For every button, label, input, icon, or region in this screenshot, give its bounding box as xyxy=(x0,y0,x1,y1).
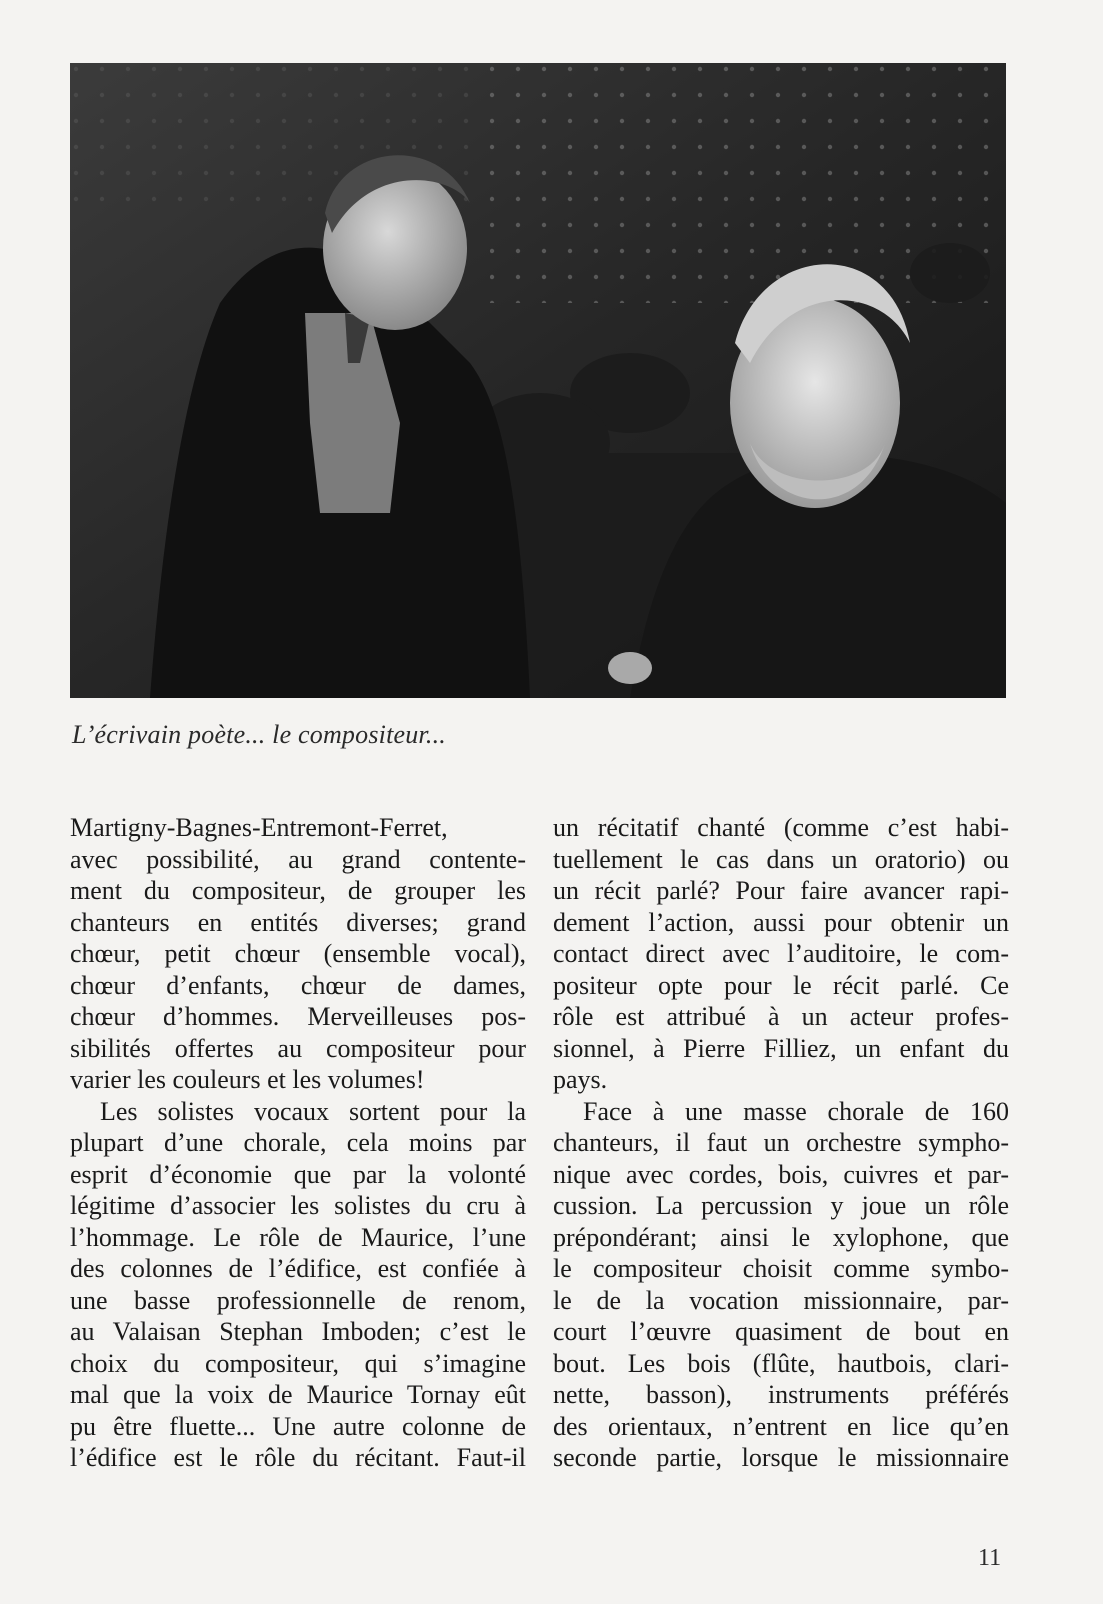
photo-illustration xyxy=(70,63,1006,698)
text-line: pu être fluette... Une autre colonne de xyxy=(70,1411,526,1441)
text-line: chanteurs, il faut un orchestre sympho- xyxy=(553,1128,1009,1157)
text-line: nette, basson), instruments préférés xyxy=(553,1380,1009,1409)
text-column-left xyxy=(70,812,526,1474)
text-line: l’hommage. Le rôle de Maurice, l’une xyxy=(70,1222,526,1252)
photograph xyxy=(70,63,1006,698)
text-line: avec possibilité, au grand contente- xyxy=(70,844,526,874)
text-line: Face à une masse chorale de 160 xyxy=(583,1096,1009,1126)
text-line: un récit parlé? Pour faire avancer rapi- xyxy=(553,876,1009,905)
text-line: mal que la voix de Maurice Tornay eût xyxy=(70,1380,526,1409)
text-line: esprit d’économie que par la volonté xyxy=(70,1159,526,1189)
text-line: sionnel, à Pierre Filliez, un enfant du xyxy=(553,1033,1009,1063)
text-line: cussion. La percussion y joue un rôle xyxy=(553,1191,1009,1220)
text-line: le de la vocation missionnaire, par- xyxy=(553,1285,1009,1315)
text-line: des orientaux, n’entrent en lice qu’en xyxy=(553,1411,1009,1441)
text-line: positeur opte pour le récit parlé. Ce xyxy=(553,970,1009,1000)
text-line: un récitatif chanté (comme c’est habi- xyxy=(553,813,1009,842)
text-line: rôle est attribué à un acteur profes- xyxy=(553,1002,1009,1031)
text-line: choix du compositeur, qui s’imagine xyxy=(70,1348,526,1378)
text-line: Les solistes vocaux sortent pour la xyxy=(100,1096,526,1126)
text-line: au Valaisan Stephan Imboden; c’est le xyxy=(70,1317,526,1346)
text-line: ment du compositeur, de grouper les xyxy=(70,876,526,905)
text-line: l’édifice est le rôle du récitant. Faut-il xyxy=(70,1443,526,1472)
text-line: sibilités offertes au compositeur pour xyxy=(70,1033,526,1063)
text-line: chanteurs en entités diverses; grand xyxy=(70,907,526,937)
text-line: varier les couleurs et les volumes! xyxy=(70,1065,425,1094)
text-line: légitime d’associer les solistes du cru à xyxy=(70,1191,526,1220)
text-line: bout. Les bois (flûte, hautbois, clari- xyxy=(553,1348,1009,1378)
text-line: court l’œuvre quasiment de bout en xyxy=(553,1317,1009,1346)
text-line: nique avec cordes, bois, cuivres et par- xyxy=(553,1159,1009,1189)
text-line: pays. xyxy=(553,1065,608,1094)
text-line: plupart d’une chorale, cela moins par xyxy=(70,1128,526,1157)
text-line: une basse professionnelle de renom, xyxy=(70,1285,526,1315)
text-line: chœur d’enfants, chœur de dames, xyxy=(70,970,526,1000)
page-number: 11 xyxy=(978,1545,1002,1571)
text-line: tuellement le cas dans un oratorio) ou xyxy=(553,844,1009,874)
photo-caption: L’écrivain poète... le compositeur... xyxy=(72,720,446,749)
text-line: chœur, petit chœur (ensemble vocal), xyxy=(70,939,526,968)
text-line: chœur d’hommes. Merveilleuses pos- xyxy=(70,1002,526,1031)
text-line: contact direct avec l’auditoire, le com- xyxy=(553,939,1009,968)
text-line: des colonnes de l’édifice, est confiée à xyxy=(70,1254,526,1283)
text-line: prépondérant; ainsi le xylophone, que xyxy=(553,1222,1009,1252)
text-column-right xyxy=(553,812,1009,1474)
text-line: dement l’action, aussi pour obtenir un xyxy=(553,907,1009,937)
text-line: le compositeur choisit comme symbo- xyxy=(553,1254,1009,1283)
text-line: seconde partie, lorsque le missionnaire xyxy=(553,1443,1009,1472)
text-line: Martigny-Bagnes-Entremont-Ferret, xyxy=(70,813,448,842)
